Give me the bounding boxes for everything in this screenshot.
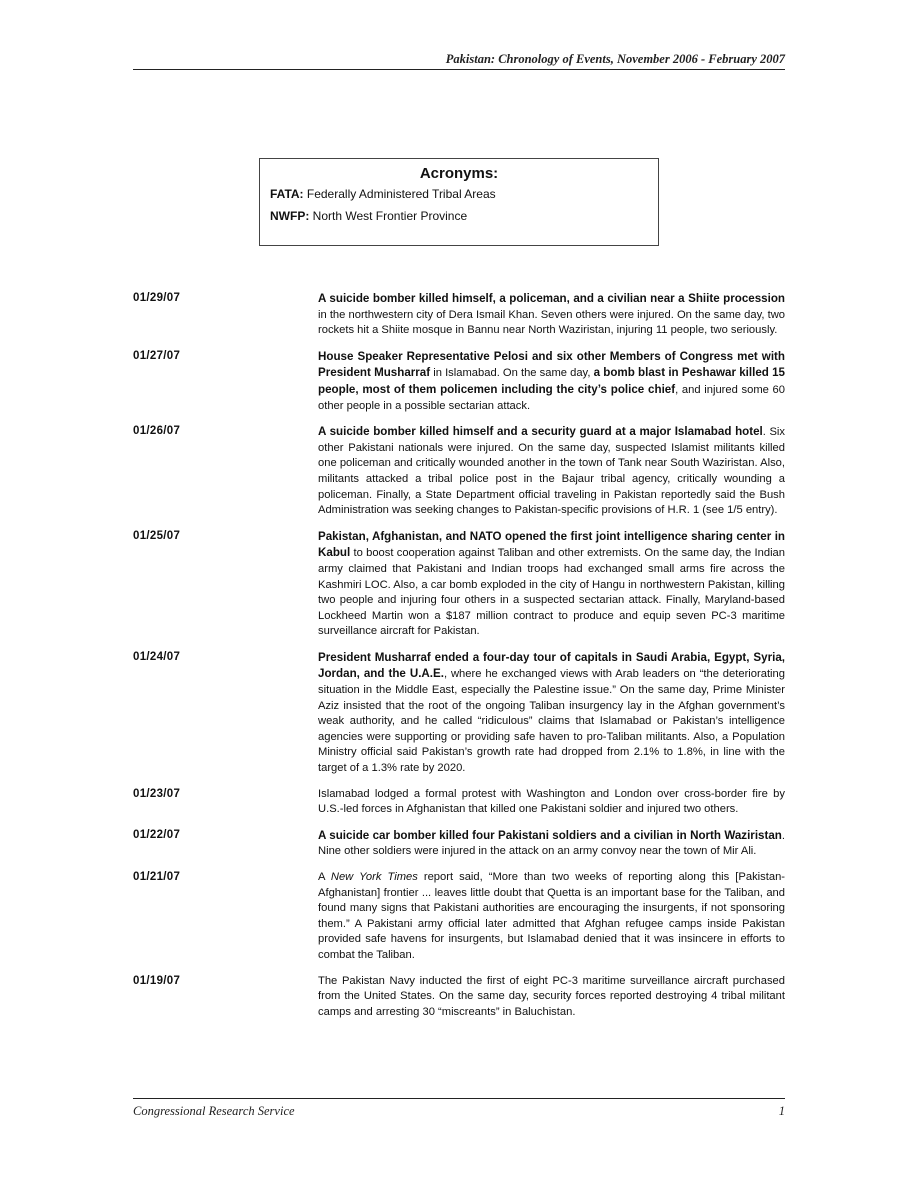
entry-date: 01/24/07 [133,650,181,663]
entry-headline: A suicide bomber killed himself and a security guard at a major Islamabad hotel [318,425,763,439]
page-number: 1 [778,1104,785,1118]
acronyms-title: Acronyms: [419,165,499,182]
acronym-item [270,209,648,223]
entry-text [318,650,785,777]
acronym-abbr: FATA: [270,187,304,201]
entry-body: in Islamabad. On the same day, [430,367,594,380]
entry-date: 01/21/07 [133,871,181,883]
entry-body-2: , and injured some 60 other people in a possible sectarian attack. [318,383,785,412]
entry-text [318,291,785,339]
entry-headline: A suicide car bomber killed four Pakistani soldiers and a civilian in North Waziristan [318,828,782,842]
entry-headline-2: a bomb blast in Peshawar killed 15 people, most of them policemen including the city’s police chief [318,366,786,396]
publication-title: New York Times [330,871,418,883]
entry-text [318,974,785,1021]
entry-date: 01/25/07 [133,529,181,542]
acronym-item [270,187,648,201]
entry-date: 01/26/07 [133,425,181,438]
footer-source: Congressional Research Service [133,1104,295,1118]
entry-text [318,424,785,519]
chronology-entry [133,349,785,414]
entry-body: Islamabad lodged a formal protest with Washington and London over cross-border fire by U.S.-led forces in Afghanistan that killed one Pakistani soldier and injured two others. [318,787,785,816]
acronym-abbr: NWFP: [270,209,310,223]
header-title: Pakistan: Chronology of Events, November 2006 - February 2007 [445,52,785,66]
chronology-entry [133,828,785,860]
chronology-entry [133,291,785,339]
entry-date: 01/22/07 [133,828,181,841]
acronym-definition: North West Frontier Province [309,209,468,223]
chronology-entry [133,974,785,1021]
entry-headline: President Musharraf ended a four-day tour of capitals in Saudi Arabia, Egypt, Syria, Jordan, and the U.A.E. [318,650,785,681]
entry-headline: A suicide bomber killed himself, a policeman, and a civilian near a Shiite procession [318,292,785,305]
entry-headline: Pakistan, Afghanistan, and NATO opened the first joint intelligence sharing center in Kabul [318,529,785,560]
entry-text [318,349,785,414]
entry-date: 01/19/07 [133,974,181,987]
running-header [133,52,785,70]
acronym-definition: Federally Administered Tribal Areas [303,187,496,201]
entry-date: 01/23/07 [133,787,181,800]
entry-text [318,787,785,818]
entry-body: , where he exchanged views with Arab leaders on “the deteriorating situation in the Middle East, especially the Palestine issue.” On the same day, Prime Minister Aziz insisted that the root of the ongoing Taliban insurgency lay in the Afghan government’s weak authority, and he called “ridiculous” claims that Islamabad or Pakistan’s intelligence agencies were supporting or providing safe haven to pro-Taliban militants. Also, a Population Ministry official said Pakistan’s growth rate had dropped from 2.1% to 1.8%, in line with the target of a 1.3% rate by 2020. [318,668,785,775]
entry-body: in the northwestern city of Dera Ismail Khan. Seven others were injured. On the same day, two rockets hit a Shiite mosque in Bannu near North Waziristan, injuring 11 people, two seriously. [318,308,785,337]
entry-text [318,828,785,860]
entry-headline: House Speaker Representative Pelosi and six other Members of Congress met with President Musharraf [318,349,785,380]
entry-body: . Nine other soldiers were injured in the attack on an army convoy near the town of Mir Ali. [318,829,785,858]
entry-text [318,870,785,964]
entry-body: The Pakistan Navy inducted the first of eight PC-3 maritime surveillance aircraft purchased from the United States. On the same day, security forces reported destroying 4 tribal militant camps and arresting 30 “miscreants” in Baluchistan. [318,974,785,1018]
chronology-entry [133,650,785,777]
chronology-entry [133,870,785,964]
chronology-entry [133,787,785,818]
entry-body: report said, “More than two weeks of reporting along this [Pakistan-Afghanistan] frontier ... leaves little doubt that Quetta is an important base for the Taliban, and found many signs that Pakistani authorities are encouraging the insurgents, if not sponsoring them.” A Pakistani army official later admitted that Afghan refugee camps inside Pakistan provided safe havens for insurgents, but Islamabad denied that it was insincere in efforts to combat the Taliban. [318,871,786,961]
acronyms-box [259,158,659,246]
entry-body: to boost cooperation against Taliban and other extremists. On the same day, the Indian army claimed that Pakistani and Indian troops had exchanged small arms fire across the Kashmiri LOC. Also, a car bomb exploded in the city of Hangu in northwestern Pakistan, killing two people and injuring four others in a suspected sectarian attack. Finally, Maryland-based Lockheed Martin won a $187 million contract to produce and equip seven PC-3 maritime surveillance aircraft for Pakistan. [318,547,785,638]
page-footer [133,1098,785,1119]
chronology-entry [133,529,785,640]
chronology-list [133,291,785,1030]
entry-body-lead: A [318,871,331,883]
entry-body: . Six other Pakistani nationals were injured. On the same day, suspected Islamist militants killed one policeman and critically wounded another in the town of Tank near South Waziristan. Also, militants attacked a tribal police post in the Bajaur tribal agency, critically wounding a policeman. Finally, a State Department official traveling in Pakistan reportedly said the Bush Administration was seeking changes to Pakistan-specific provisions of H.R. 1 (see 1/5 entry). [318,426,785,517]
entry-date: 01/27/07 [133,349,181,362]
chronology-entry [133,424,785,519]
entry-date: 01/29/07 [133,292,181,304]
entry-text [318,529,785,640]
